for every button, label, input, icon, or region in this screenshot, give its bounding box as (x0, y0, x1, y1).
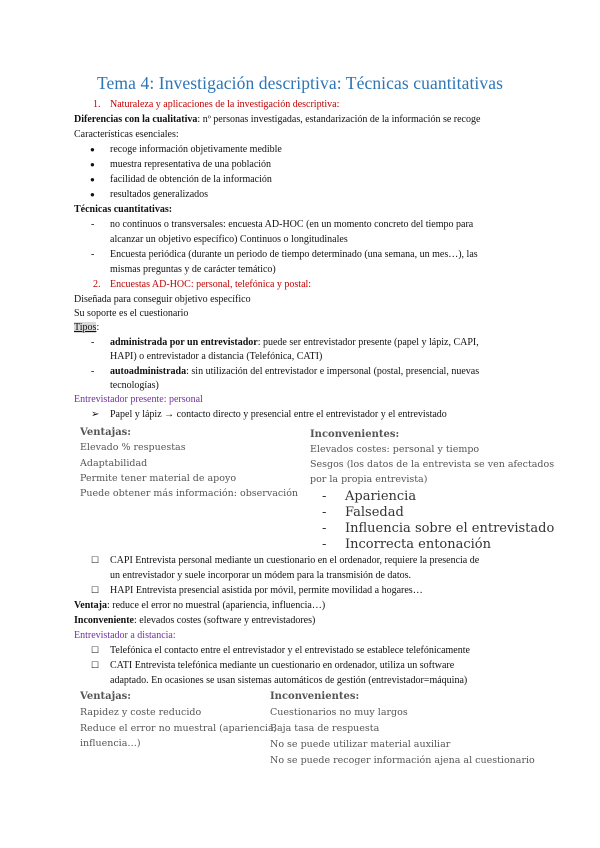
type-1-line-1 (110, 336, 479, 349)
table-2-advantage: influencia…) (80, 738, 141, 749)
type-2-label: autoadministrada (110, 366, 187, 377)
bias-item: Incorrecta entonación (345, 537, 492, 552)
checkbox-icon: ☐ (91, 555, 100, 565)
bias-item: Influencia sobre el entrevistado (345, 521, 555, 536)
type-2-line-1 (110, 365, 479, 378)
advantage-label: Ventaja (74, 600, 107, 611)
dash-icon: - (91, 249, 95, 260)
dash-icon: - (91, 366, 95, 377)
table-1-advantage: Adaptabilidad (80, 458, 148, 469)
capi-line-2: un entrevistador y suele incorporar un módem para la transmisión de datos. (110, 570, 412, 581)
bullet-icon: ● (90, 160, 95, 169)
types-colon: : (96, 322, 100, 333)
table-2-advantages-heading: Ventajas: (80, 691, 131, 702)
advantage-text: : reduce el error no muestral (apariencia, influencia…) (106, 600, 326, 611)
page-title: Tema 4: Investigación descriptiva: Técnicas cuantitativas (96, 73, 504, 93)
dash-icon: - (322, 489, 327, 504)
bullet-item: recoge información objetivamente medible (110, 144, 282, 155)
section-2-number: 2. (93, 279, 101, 290)
characteristics-heading: Características esenciales: (74, 129, 179, 140)
table-1-advantage: Elevado % respuestas (80, 442, 186, 453)
type-2-line-2: tecnologías) (110, 380, 159, 391)
disadvantage-label: Inconveniente (74, 615, 134, 626)
checkbox-icon: ☐ (91, 585, 100, 595)
checkbox-icon: ☐ (91, 660, 100, 670)
table-2-disadvantage: Baja tasa de respuesta (270, 723, 380, 734)
arrow-bullet-icon: ➢ (91, 409, 100, 420)
cati-line-2: adaptado. En ocasiones se usan sistemas automáticos de gestión (entrevistador=máquina) (110, 675, 468, 686)
dash-item-2-line-1: Encuesta periódica (durante un periodo de tiempo determinado (una semana, un mes…), las (110, 249, 478, 260)
types-label-line (74, 321, 99, 334)
table-1-disadvantage: Elevados costes: personal y tiempo (310, 444, 480, 455)
checkbox-icon: ☐ (91, 645, 100, 655)
dash-item-1-line-1: no continuos o transversales: encuesta AD-HOC (en un momento concreto del tiempo para (110, 219, 474, 230)
differences-text: : nº personas investigadas, estandarización de la información se recoge (197, 114, 481, 125)
bullet-icon: ● (90, 175, 95, 184)
type-1-line-2: HAPI) o entrevistador a distancia (Telefónica, CATI) (110, 351, 323, 362)
section-1-heading: Naturaleza y aplicaciones de la investigación descriptiva: (110, 99, 340, 110)
table-1-advantage: Permite tener material de apoyo (80, 473, 237, 484)
bias-item: Apariencia (345, 489, 417, 504)
dash-icon: - (322, 521, 327, 536)
dash-icon: - (91, 337, 95, 348)
section-1-number: 1. (93, 99, 101, 110)
table-1-advantages-heading: Ventajas: (80, 427, 131, 438)
disadvantage-text: : elevados costes (software y entrevistadores) (134, 615, 316, 626)
disadvantage-line (74, 614, 315, 627)
table-1-advantage: Puede obtener más información: observación (80, 488, 299, 499)
table-2-disadvantages-heading: Inconvenientes: (270, 691, 360, 702)
type-1-label: administrada por un entrevistador (110, 337, 258, 348)
table-1-disadvantage: Sesgos (los datos de la entrevista se ven afectados (310, 459, 555, 470)
table-1-disadvantages-heading: Inconvenientes: (310, 429, 400, 440)
designed-line: Diseñada para conseguir objetivo específico (74, 294, 251, 305)
present-interviewer-heading: Entrevistador presente: personal (74, 394, 203, 405)
dash-item-1-line-2: alcanzar un objetivo específico) Continuos o longitudinales (110, 234, 348, 245)
dash-icon: - (322, 505, 327, 520)
types-label: Tipos (74, 322, 97, 333)
advantage-line (74, 599, 325, 612)
table-2-disadvantage: No se puede utilizar material auxiliar (270, 739, 451, 750)
bullet-icon: ● (90, 190, 95, 199)
table-2-disadvantage: No se puede recoger información ajena al cuestionario (270, 755, 535, 766)
type-2-text: : sin utilización del entrevistador e impersonal (postal, presencial, nuevas (186, 366, 480, 377)
bullet-icon: ● (90, 145, 95, 154)
table-2-disadvantage: Cuestionarios no muy largos (270, 707, 408, 718)
table-1-disadvantage: por la propia entrevista) (310, 474, 428, 485)
bullet-item: muestra representativa de una población (110, 159, 272, 170)
bias-item: Falsedad (345, 505, 404, 520)
capi-line-1: CAPI Entrevista personal mediante un cuestionario en el ordenador, requiere la presencia de (110, 555, 480, 566)
bullet-item: facilidad de obtención de la información (110, 174, 272, 185)
bullet-item: resultados generalizados (110, 189, 209, 200)
type-1-text: : puede ser entrevistador presente (papel y lápiz, CAPI, (257, 337, 479, 348)
table-2-advantage: Reduce el error no muestral (apariencia, (80, 723, 277, 734)
paper-pencil-line: Papel y lápiz → contacto directo y presencial entre el entrevistador y el entrevistado (110, 409, 447, 420)
support-line: Su soporte es el cuestionario (74, 308, 189, 319)
differences-label: Diferencias con la cualitativa (74, 114, 198, 125)
techniques-heading: Técnicas cuantitativas: (74, 204, 173, 215)
telephone-line: Telefónica el contacto entre el entrevistador y el entrevistado se establece telefónicamente (110, 645, 470, 656)
dash-icon: - (91, 219, 95, 230)
section-2-heading: Encuestas AD-HOC: personal, telefónica y postal: (110, 279, 312, 290)
cati-line-1: CATI Entrevista telefónica mediante un cuestionario en ordenador, utiliza un software (110, 660, 455, 671)
table-2-advantage: Rapidez y coste reducido (80, 707, 202, 718)
differences-line (74, 113, 480, 126)
distance-interviewer-heading: Entrevistador a distancia: (74, 630, 176, 641)
hapi-line: HAPI Entrevista presencial asistida por móvil, permite movilidad a hogares… (110, 585, 423, 596)
dash-icon: - (322, 537, 327, 552)
dash-item-2-line-2: mismas preguntas y de carácter temático) (110, 264, 276, 275)
